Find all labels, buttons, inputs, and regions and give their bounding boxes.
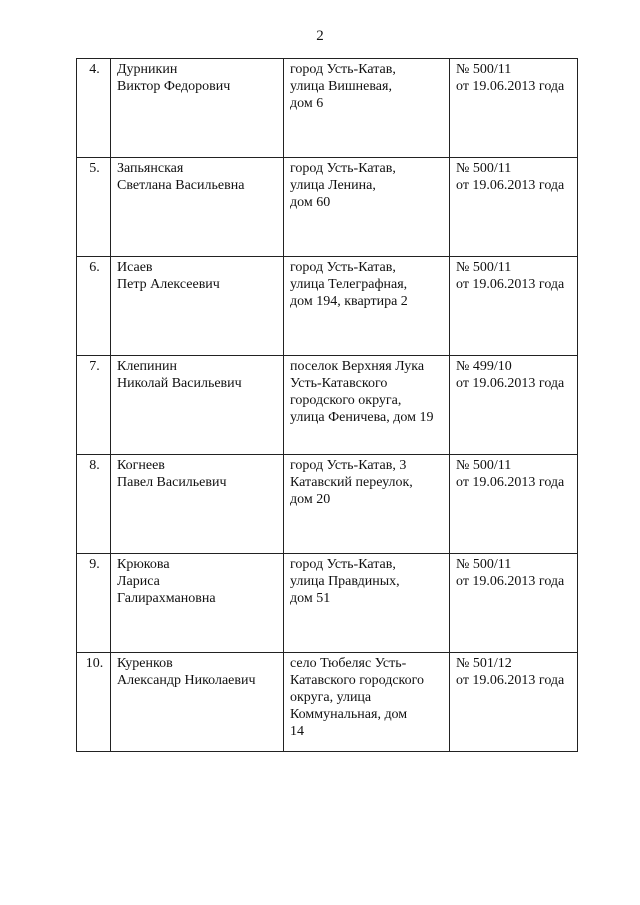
decision-line: от 19.06.2013 года (456, 574, 565, 589)
decision-cell (450, 257, 578, 356)
row-number-cell: 6. (77, 257, 111, 356)
registry-table (76, 58, 578, 752)
table-body (77, 59, 578, 752)
address-line: дом 60 (290, 195, 331, 210)
name-line: Светлана Васильевна (117, 178, 245, 193)
row-number-cell: 10. (77, 653, 111, 752)
table-row (77, 653, 578, 752)
decision-cell (450, 158, 578, 257)
name-line: Куренков (117, 656, 173, 671)
decision-line: № 501/12 (456, 656, 512, 671)
address-cell (284, 455, 450, 554)
decision-line: от 19.06.2013 года (456, 673, 565, 688)
address-line: город Усть-Катав, (290, 161, 396, 176)
decision-line: № 500/11 (456, 62, 512, 77)
decision-line: от 19.06.2013 года (456, 178, 565, 193)
page-number: 2 (316, 28, 324, 44)
name-line: Александр Николаевич (117, 673, 256, 688)
decision-cell (450, 455, 578, 554)
table-row (77, 554, 578, 653)
name-cell (111, 59, 284, 158)
decision-cell (450, 554, 578, 653)
decision-cell (450, 356, 578, 455)
name-cell (111, 653, 284, 752)
name-line: Галирахмановна (117, 591, 216, 606)
name-line: Лариса (117, 574, 160, 589)
decision-line: № 500/11 (456, 260, 512, 275)
table-row (77, 257, 578, 356)
decision-line: № 500/11 (456, 458, 512, 473)
name-cell (111, 356, 284, 455)
row-number-cell: 8. (77, 455, 111, 554)
decision-line: № 500/11 (456, 557, 512, 572)
address-cell (284, 59, 450, 158)
address-line: город Усть-Катав, (290, 557, 396, 572)
row-number-cell: 9. (77, 554, 111, 653)
name-cell (111, 257, 284, 356)
address-line: улица Правдиных, (290, 574, 400, 589)
row-number-cell: 5. (77, 158, 111, 257)
address-line: 14 (290, 724, 304, 739)
address-line: Катавский переулок, (290, 475, 413, 490)
address-line: дом 51 (290, 591, 331, 606)
address-cell (284, 158, 450, 257)
table-row (77, 59, 578, 158)
decision-cell (450, 653, 578, 752)
address-line: Коммунальная, дом (290, 707, 408, 722)
decision-cell (450, 59, 578, 158)
decision-line: от 19.06.2013 года (456, 277, 565, 292)
row-number-cell: 7. (77, 356, 111, 455)
address-line: поселок Верхняя Лука (290, 359, 425, 374)
address-line: улица Феничева, дом 19 (290, 410, 434, 425)
address-cell (284, 653, 450, 752)
name-line: Петр Алексеевич (117, 277, 220, 292)
address-cell (284, 257, 450, 356)
decision-line: от 19.06.2013 года (456, 376, 565, 391)
table-row (77, 455, 578, 554)
name-line: Запьянская (117, 161, 184, 176)
name-line: Павел Васильевич (117, 475, 227, 490)
decision-line: № 500/11 (456, 161, 512, 176)
decision-line: № 499/10 (456, 359, 512, 374)
name-cell (111, 554, 284, 653)
name-line: Исаев (117, 260, 153, 275)
row-number-cell: 4. (77, 59, 111, 158)
address-line: округа, улица (290, 690, 372, 705)
name-line: Николай Васильевич (117, 376, 242, 391)
address-line: город Усть-Катав, 3 (290, 458, 407, 473)
address-line: дом 194, квартира 2 (290, 294, 408, 309)
name-line: Клепинин (117, 359, 177, 374)
address-line: дом 20 (290, 492, 331, 507)
address-line: дом 6 (290, 96, 324, 111)
name-line: Когнеев (117, 458, 165, 473)
address-line: городского округа, (290, 393, 402, 408)
address-line: улица Вишневая, (290, 79, 392, 94)
address-line: город Усть-Катав, (290, 260, 396, 275)
address-cell (284, 554, 450, 653)
address-line: Усть-Катавского (290, 376, 388, 391)
address-line: город Усть-Катав, (290, 62, 396, 77)
address-cell (284, 356, 450, 455)
name-cell (111, 455, 284, 554)
address-line: Катавского городского (290, 673, 425, 688)
name-line: Виктор Федорович (117, 79, 231, 94)
table-row (77, 158, 578, 257)
name-line: Дурникин (117, 62, 178, 77)
address-line: улица Телеграфная, (290, 277, 408, 292)
name-cell (111, 158, 284, 257)
name-line: Крюкова (117, 557, 170, 572)
decision-line: от 19.06.2013 года (456, 475, 565, 490)
address-line: село Тюбеляс Усть- (290, 656, 407, 671)
table-row (77, 356, 578, 455)
decision-line: от 19.06.2013 года (456, 79, 565, 94)
address-line: улица Ленина, (290, 178, 376, 193)
